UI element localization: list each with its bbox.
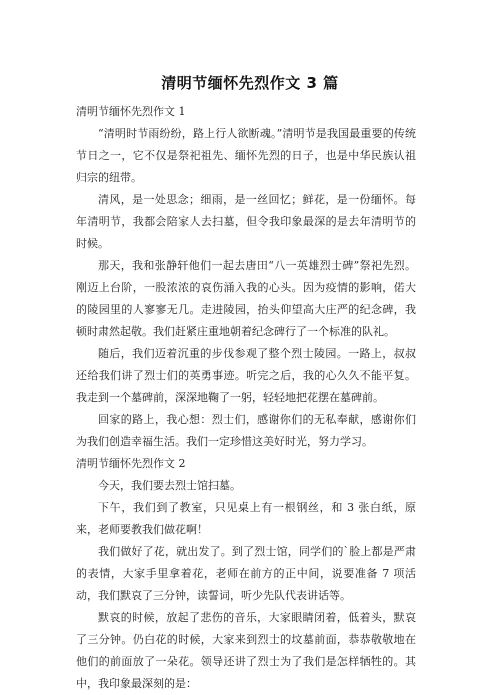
paragraph: 清风，是一处思念；细雨，是一丝回忆；鲜花，是一份缅怀。每年清明节，我都会陪家人去扫墓，但令我印象最深的是去年清明节的时候。 — [76, 193, 416, 250]
paragraph: 我们做好了花，就出发了。到了烈士馆，同学们的`脸上都是严肃的表情，大家手里拿着花，老师在前方的正中间，说要准备 7 项活动，我们默哀了三分钟，读誓词，听少先队代表讲话等。 — [76, 545, 416, 602]
paragraph: “清明时节雨纷纷，路上行人欲断魂。”清明节是我国最重要的传统节日之一，它不仅是祭祀祖先、缅怀先烈的日子，也是中华民族认祖归宗的纽带。 — [76, 127, 416, 184]
paragraph: 回家的路上，我心想：烈士们，感谢你们的无私奉献，感谢你们为我们创造幸福生活。我们一定珍惜这美好时光，努力学习。 — [76, 413, 416, 448]
paragraph: 默哀的时候，放起了悲伤的音乐，大家眼睛闭着，低着头，默哀了三分钟。仍白花的时候，大家来到烈士的坟墓前面，恭恭敬敬地在他们的前面放了一朵花。领导还讲了烈士为了我们是怎样牺牲的。其中，我印象最深刻的是： — [76, 611, 416, 690]
section-heading: 清明节缅怀先烈作文 2 — [76, 457, 186, 470]
document-body — [76, 101, 416, 695]
paragraph: 下午，我们到了教室，只见桌上有一根钢丝，和 3 张白纸，原来，老师要教我们做花啊！ — [76, 501, 416, 536]
paragraph: 随后，我们迈着沉重的步伐参观了整个烈士陵园。一路上，叔叔还给我们讲了烈士们的英勇事迹。听完之后，我的心久久不能平复。我走到一个墓碑前，深深地鞠了一躬，轻轻地把花摆在墓碑前。 — [76, 347, 416, 404]
paragraph: 那天，我和张静轩他们一起去唐田“八一英雄烈士碑”祭祀先烈。刚迈上台阶，一股浓浓的哀伤涌入我的心头。因为疫情的影响，偌大的陵园里的人寥寥无几。走进陵园，抬头仰望高大庄严的纪念碑，我顿时肃然起敬。我们赶紧庄重地朝着纪念碑行了一个标准的队礼。 — [76, 259, 416, 338]
section-heading: 清明节缅怀先烈作文 1 — [76, 105, 186, 118]
document-title: 清明节缅怀先烈作文 3 篇 — [161, 74, 339, 92]
paragraph: 今天，我们要去烈士馆扫墓。 — [98, 479, 241, 492]
